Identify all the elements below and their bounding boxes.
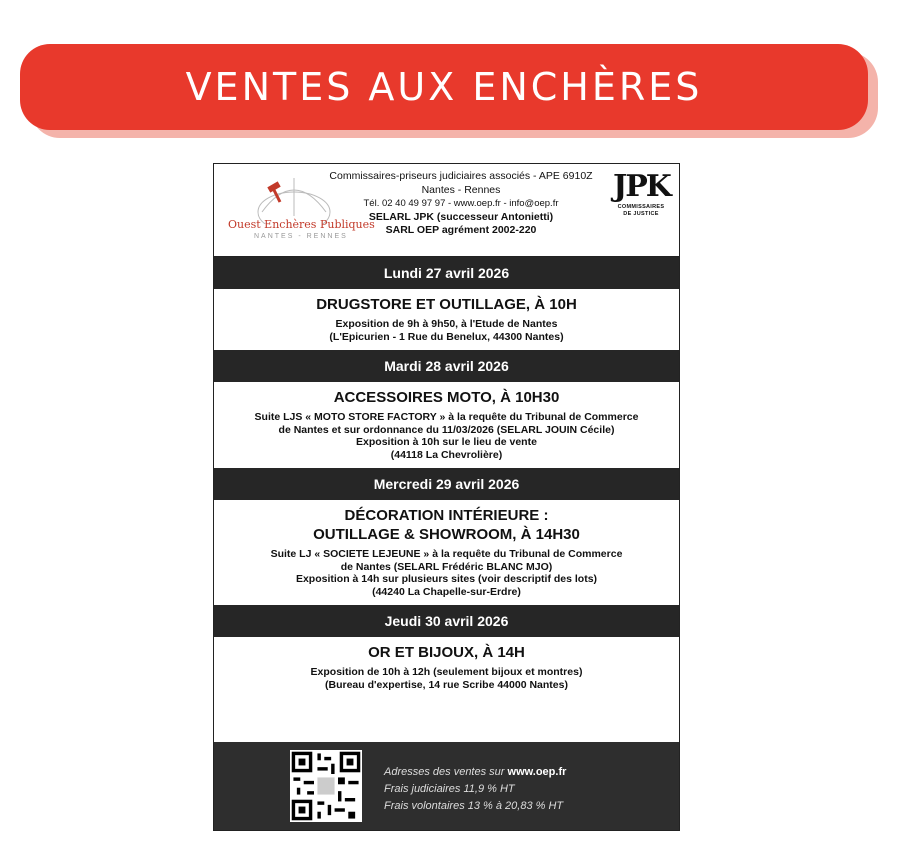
sale-detail: Exposition de 10h à 12h (seulement bijoux et montres) [310, 666, 583, 678]
sale-block-4 [214, 637, 679, 698]
sale-block-2 [214, 382, 679, 468]
fees-judicial: Frais judiciaires 11,9 % HT [384, 783, 515, 795]
sale-detail: (Bureau d'expertise, 14 rue Scribe 44000 Nantes) [325, 678, 568, 691]
sale-detail: Exposition à 10h sur le lieu de vente [356, 436, 537, 448]
advert-header [214, 164, 679, 257]
sale-detail: Exposition à 14h sur plusieurs sites (voir descriptif des lots) [295, 573, 598, 585]
advert-footer [214, 742, 679, 830]
title-banner [20, 44, 868, 130]
sale-detail: (44240 La Chapelle-sur-Erdre) [372, 585, 521, 598]
qr-code-icon[interactable] [290, 750, 362, 822]
sale-title: OR ET BIJOUX, À 14H [368, 644, 525, 661]
sale-day-2: Mardi 28 avril 2026 [214, 350, 679, 382]
logo-city: NANTES - RENNES [254, 233, 348, 240]
company-details [306, 170, 616, 238]
banner-title: VENTES AUX ENCHÈRES [185, 65, 703, 109]
jpk-sub-1: COMMISSAIRES [617, 204, 665, 210]
website-link[interactable]: www.oep.fr [507, 766, 567, 778]
sale-detail: de Nantes et sur ordonnance du 11/03/2026 (SELARL JOUIN Cécile) [278, 423, 615, 436]
sale-detail: Suite LJ « SOCIETE LEJEUNE » à la requête du Tribunal de Commerce [270, 548, 623, 560]
sale-title-2: OUTILLAGE & SHOWROOM, À 14H30 [313, 526, 580, 543]
sale-block-3 [214, 500, 679, 605]
jpk-sub-2: DE JUSTICE [623, 211, 659, 217]
sale-detail: de Nantes (SELARL Frédéric BLANC MJO) [340, 560, 553, 573]
sale-title: ACCESSOIRES MOTO, À 10H30 [333, 389, 560, 406]
company-line-2: Nantes - Rennes [421, 183, 501, 196]
sale-detail: (L'Epicurien - 1 Rue du Benelux, 44300 Nantes) [329, 330, 564, 343]
sale-detail: (44118 La Chevrolière) [390, 448, 503, 461]
jpk-mark: JPK [613, 169, 670, 204]
sale-day-3: Mercredi 29 avril 2026 [214, 468, 679, 500]
fees-voluntary: Frais volontaires 13 % à 20,83 % HT [384, 800, 564, 812]
company-contact: Tél. 02 40 49 97 97 - www.oep.fr - info@oep.fr [363, 198, 559, 209]
auction-advert [213, 163, 680, 831]
sale-detail: Exposition de 9h à 9h50, à l'Etude de Nantes [335, 318, 558, 330]
company-line-5: SARL OEP agrément 2002-220 [385, 224, 537, 236]
jpk-logo [613, 170, 669, 218]
sale-block-1 [214, 289, 679, 350]
sale-title: DÉCORATION INTÉRIEURE : [344, 507, 549, 524]
sale-day-4: Jeudi 30 avril 2026 [214, 605, 679, 637]
sale-day-1: Lundi 27 avril 2026 [214, 257, 679, 289]
sale-detail: Suite LJS « MOTO STORE FACTORY » à la requête du Tribunal de Commerce [254, 411, 639, 423]
company-line-1: Commissaires-priseurs judiciaires associés - APE 6910Z [329, 170, 593, 182]
footer-info [384, 764, 566, 815]
sale-title: DRUGSTORE ET OUTILLAGE, À 10H [316, 296, 577, 313]
company-line-4: SELARL JPK (successeur Antonietti) [368, 210, 554, 223]
footer-address-prefix: Adresses des ventes sur [384, 766, 505, 778]
logo-name: Ouest Enchères Publiques [228, 218, 375, 231]
